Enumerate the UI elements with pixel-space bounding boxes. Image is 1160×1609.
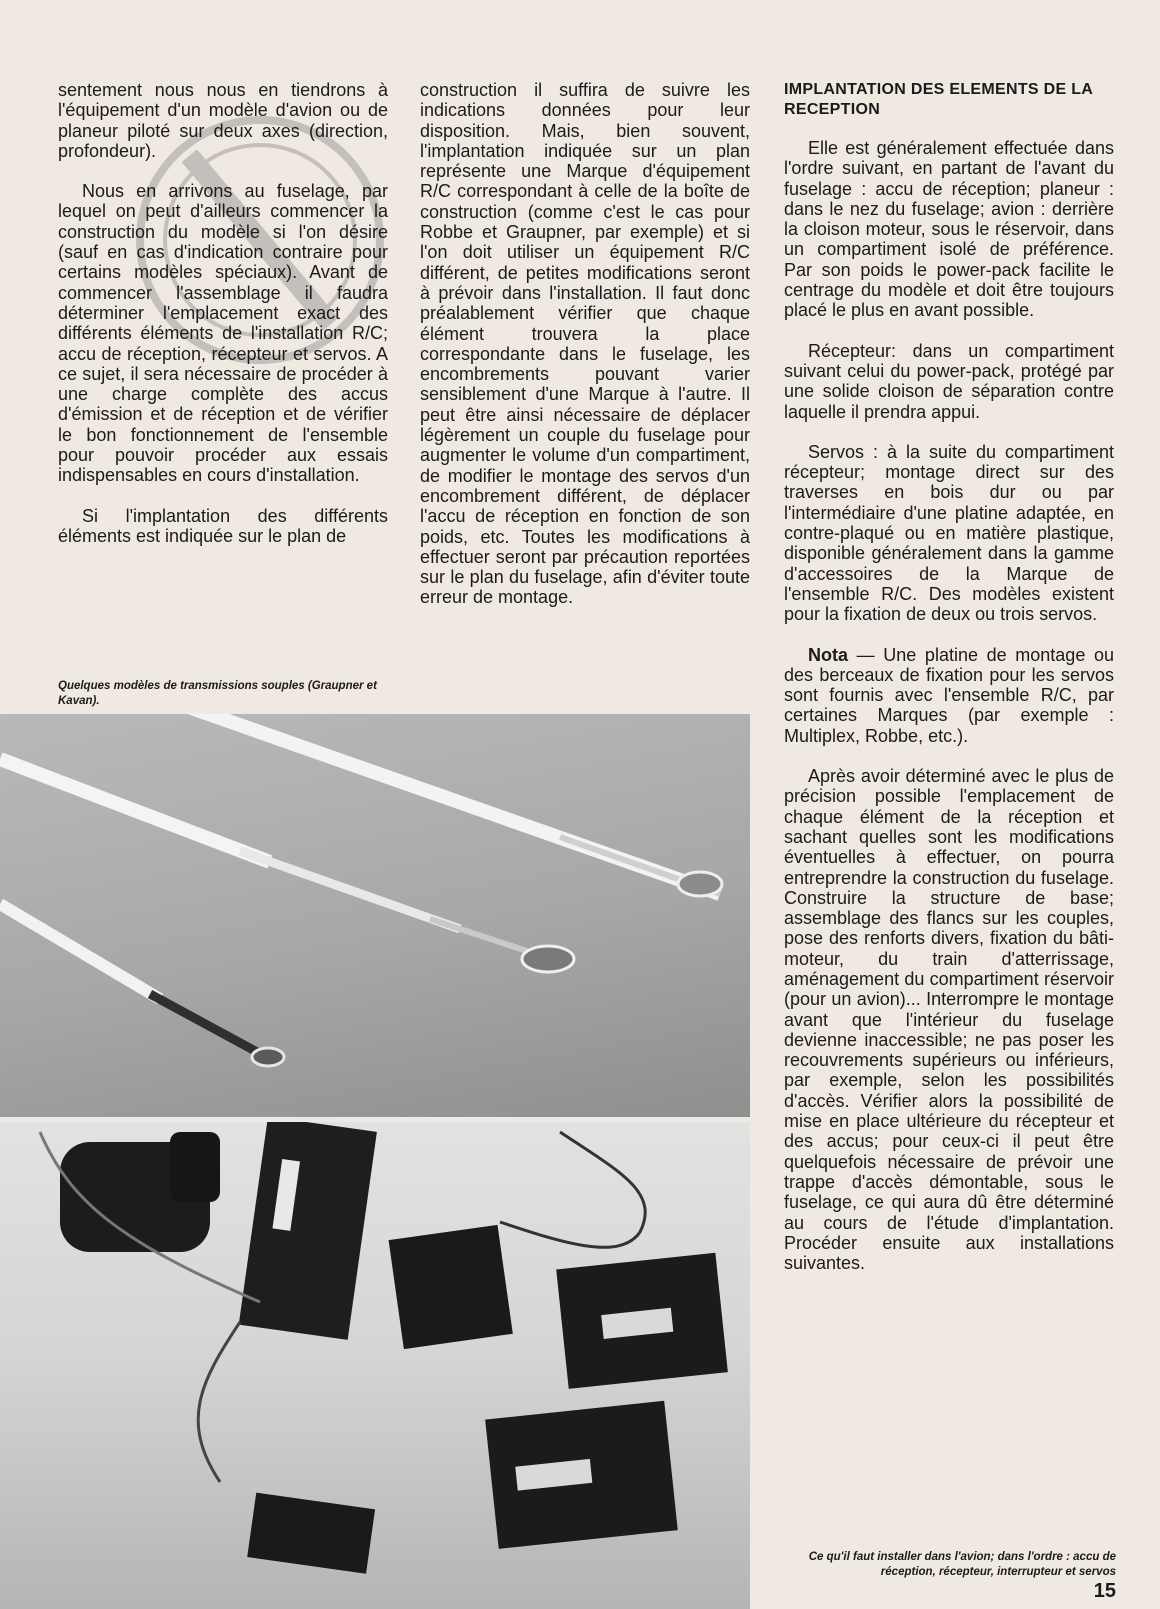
paragraph: sentement nous nous en tiendrons à l'équipement d'un modèle d'avion ou de planeur piloté sur deux axes (direction, profondeur). [58, 80, 388, 161]
paragraph: Nous en arrivons au fuselage, par lequel on peut d'ailleurs commencer la construction du modèle si l'on désire (sauf en cas d'indication contraire pour certains modèles spéciaux). Avant de commencer l'assemblage il faudra déterminer l'emplacement exact des différents éléments de l'installation R/C; accu de réception, récepteur et servos. A ce sujet, il sera nécessaire de procéder à une charge complète des accus d'émission et de réception et de vérifier le bon fonctionnement de l'ensemble pour pouvoir procéder aux essais indispensables en cours d'installation. [58, 181, 388, 486]
paragraph: Servos : à la suite du compartiment récepteur; montage direct sur des traverses en bois dur ou par l'intermédiaire d'une platine adaptée, en contre-plaqué ou en matière plastique, disponible généralement dans la gamme d'accessoires de la Marque de l'ensemble R/C. Des modèles existent pour la fixation de deux ou trois servos. [784, 441, 1114, 625]
paragraph: Après avoir déterminé avec le plus de précision possible l'emplacement de chaque élément de la réception et sachant quelles sont les modifications éventuelles à effectuer, on pourra entreprendre la construction du fuselage. Construire la structure de base; assemblage des flancs sur les couples, pose des renforts divers, fixation du bâti-moteur, du train d'atterrissage, aménagement du compartiment réservoir (pour un avion)... Interrompre le montage avant que l'intérieur du fuselage devienne inaccessible; ne pas poser les recouvrements supérieurs ou inférieurs, par exemple, selon les possibilités d'accès. Vérifier alors la possibilité de mise en place ultérieure du récepteur et des accus; pour ceux-ci il peut être quelquefois nécessaire de prévoir une trappe d'accès démontable, sous le fuselage, ce qui aura dû être déterminé au cours de l'étude d'implantation. Procéder ensuite aux installations suivantes. [784, 766, 1114, 1274]
text-column-3 [784, 80, 1114, 1293]
text-column-1 [58, 80, 388, 566]
photo-caption: Quelques modèles de transmissions souples (Graupner et Kavan). [58, 680, 377, 707]
text-column-2 [420, 80, 750, 628]
nota-label: Nota [808, 644, 848, 665]
rc-equipment-photo [0, 1122, 750, 1609]
photo-caption: Ce qu'il faut installer dans l'avion; dans l'ordre : accu de réception, récepteur, interrupteur et servos [808, 1551, 1116, 1578]
page-number: 15 [1093, 1580, 1116, 1602]
section-heading: IMPLANTATION DES ELEMENTS DE LA RECEPTION [784, 81, 1093, 118]
paragraph: construction il suffira de suivre les indications données pour leur disposition. Mais, bien souvent, l'implantation indiquée sur un plan représente une Marque d'équipement R/C correspondant à celle de la boîte de construction (comme c'est le cas pour Robbe et Graupner, par exemple) et si l'on doit utiliser un équipement R/C différent, de petites modifications seront à prévoir dans l'installation. Il faut donc préalablement vérifier que chaque élément trouvera la place correspondante dans le fuselage, les encombrements pouvant varier sensiblement d'une Marque à l'autre. Il peut être ainsi nécessaire de déplacer légèrement un couple du fuselage pour augmenter le volume d'un compartiment, de modifier le montage des servos d'un encombrement différent, de déplacer l'accu de réception en fonction de son poids, etc. Toutes les modifications à effectuer seront par précaution reportées sur le plan du fuselage, afin d'éviter toute erreur de montage. [420, 80, 750, 608]
paragraph: Si l'implantation des différents éléments est indiquée sur le plan de [58, 505, 388, 546]
pushrods-photo [0, 714, 750, 1117]
paragraph: Elle est généralement effectuée dans l'ordre suivant, en partant de l'avant du fuselage : accu de réception; planeur : dans le nez du fuselage; avion : derrière la cloison moteur, sous le réservoir, dans un compartiment isolé de préférence. Par son poids le power-pack facilite le centrage du modèle et doit être toujours placé le plus en avant possible. [784, 138, 1114, 321]
nota-text: — Une platine de montage ou des berceaux de fixation pour les servos sont fournis avec l'ensemble R/C, par certaines Marques (par exemple : Multiplex, Robbe, etc.). [784, 644, 1114, 746]
nota-paragraph [784, 645, 1114, 746]
paragraph: Récepteur: dans un compartiment suivant celui du power-pack, protégé par une solide cloison de séparation contre laquelle il prendra appui. [784, 340, 1114, 422]
